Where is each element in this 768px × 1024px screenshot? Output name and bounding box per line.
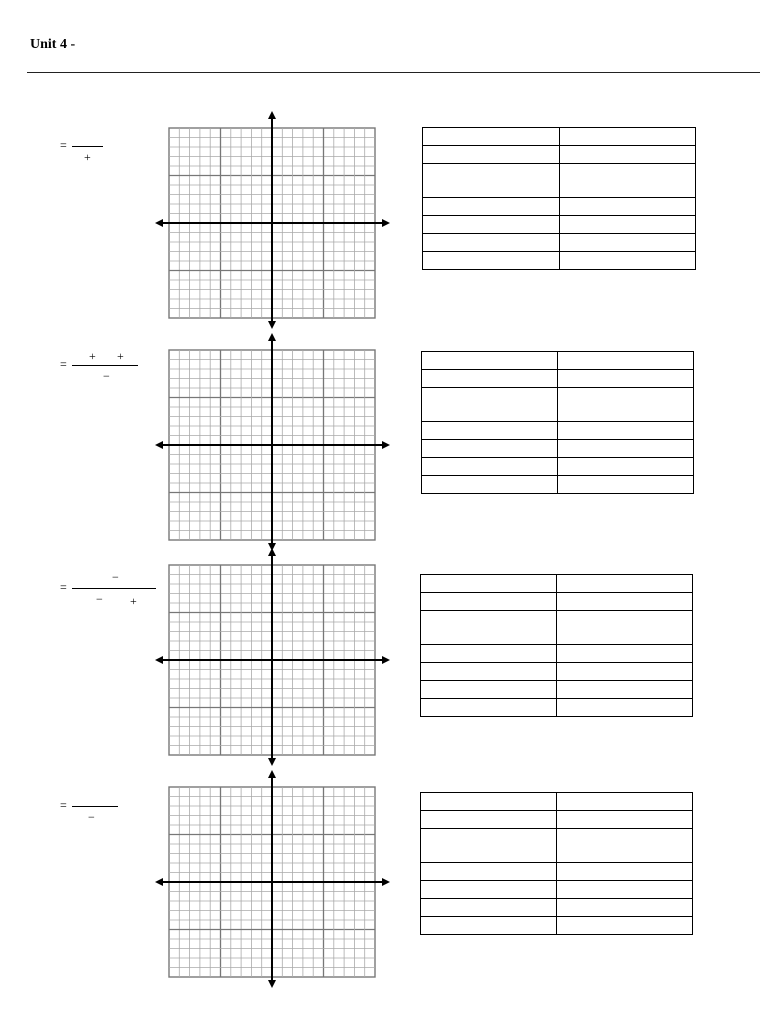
table-cell[interactable] [421,645,557,663]
table-cell[interactable] [422,476,558,494]
arrow-right-icon [382,656,390,664]
table-cell[interactable] [423,216,560,234]
table-cell[interactable] [559,164,696,198]
grid-lines [155,770,390,988]
coordinate-grid[interactable] [150,332,395,552]
numerator-operator: + [89,349,96,363]
table-cell[interactable] [558,422,694,440]
grid-lines [155,111,390,329]
equals-sign: = [60,357,67,371]
problem-4 [0,787,768,1002]
grid-lines [155,548,390,766]
table-cell[interactable] [421,681,557,699]
table-cell[interactable] [423,128,560,146]
fraction-bar [72,588,156,589]
denominator-operator: − [103,369,110,383]
table-cell[interactable] [422,422,558,440]
table-cell[interactable] [421,899,557,917]
table-cell[interactable] [559,128,696,146]
arrow-down-icon [268,758,276,766]
table-cell[interactable] [421,663,557,681]
table-cell[interactable] [559,216,696,234]
arrow-up-icon [268,333,276,341]
grid-lines [155,333,390,551]
arrow-left-icon [155,878,163,886]
table-cell[interactable] [422,370,558,388]
table-cell[interactable] [557,699,693,717]
table-cell[interactable] [557,917,693,935]
arrow-right-icon [382,878,390,886]
table-cell[interactable] [559,146,696,164]
denominator-operator: − [96,592,103,606]
arrow-right-icon [382,441,390,449]
table-cell[interactable] [421,793,557,811]
denominator-operator: − [88,810,95,824]
table-cell[interactable] [558,352,694,370]
table-cell[interactable] [422,458,558,476]
table-cell[interactable] [421,699,557,717]
table-cell[interactable] [557,575,693,593]
numerator-operator: + [117,349,124,363]
table-cell[interactable] [557,881,693,899]
problem-1 [0,128,768,343]
table-cell[interactable] [558,440,694,458]
table-cell[interactable] [423,164,560,198]
values-table [421,351,694,494]
table-cell[interactable] [557,645,693,663]
table-cell[interactable] [421,917,557,935]
table-cell[interactable] [423,252,560,270]
problem-2 [0,350,768,565]
arrow-down-icon [268,321,276,329]
fraction-bar [72,365,138,366]
table-cell[interactable] [423,198,560,216]
table-cell[interactable] [557,829,693,863]
arrow-left-icon [155,656,163,664]
worksheet-title: Unit 4 - [30,37,76,52]
values-table [420,574,693,717]
table-cell[interactable] [557,899,693,917]
values-table [422,127,696,270]
equals-sign: = [60,138,67,152]
arrow-down-icon [268,980,276,988]
fraction-bar [72,146,103,147]
table-cell[interactable] [557,681,693,699]
table-cell[interactable] [557,663,693,681]
denominator-operator: + [84,150,91,164]
coordinate-grid[interactable] [150,547,395,767]
arrow-right-icon [382,219,390,227]
table-cell[interactable] [558,476,694,494]
table-cell[interactable] [421,881,557,899]
table-cell[interactable] [421,575,557,593]
arrow-up-icon [268,548,276,556]
table-cell[interactable] [559,252,696,270]
equals-sign: = [60,580,67,594]
table-cell[interactable] [422,440,558,458]
table-cell[interactable] [557,593,693,611]
arrow-left-icon [155,441,163,449]
table-cell[interactable] [421,829,557,863]
header-divider [27,72,760,73]
coordinate-grid[interactable] [150,110,395,330]
arrow-up-icon [268,770,276,778]
table-cell[interactable] [422,352,558,370]
table-cell[interactable] [421,863,557,881]
table-cell[interactable] [557,811,693,829]
denominator-operator: + [130,594,137,608]
coordinate-grid[interactable] [150,769,395,989]
table-cell[interactable] [557,863,693,881]
arrow-up-icon [268,111,276,119]
fraction-bar [72,806,118,807]
table-cell[interactable] [558,370,694,388]
table-cell[interactable] [559,234,696,252]
table-cell[interactable] [558,458,694,476]
table-cell[interactable] [422,388,558,422]
arrow-left-icon [155,219,163,227]
table-cell[interactable] [421,611,557,645]
equals-sign: = [60,798,67,812]
table-cell[interactable] [423,234,560,252]
problem-3 [0,565,768,780]
table-cell[interactable] [559,198,696,216]
table-cell[interactable] [423,146,560,164]
table-cell[interactable] [421,593,557,611]
table-cell[interactable] [421,811,557,829]
table-cell[interactable] [557,611,693,645]
table-cell[interactable] [557,793,693,811]
values-table [420,792,693,935]
numerator-operator: − [112,570,119,584]
table-cell[interactable] [558,388,694,422]
